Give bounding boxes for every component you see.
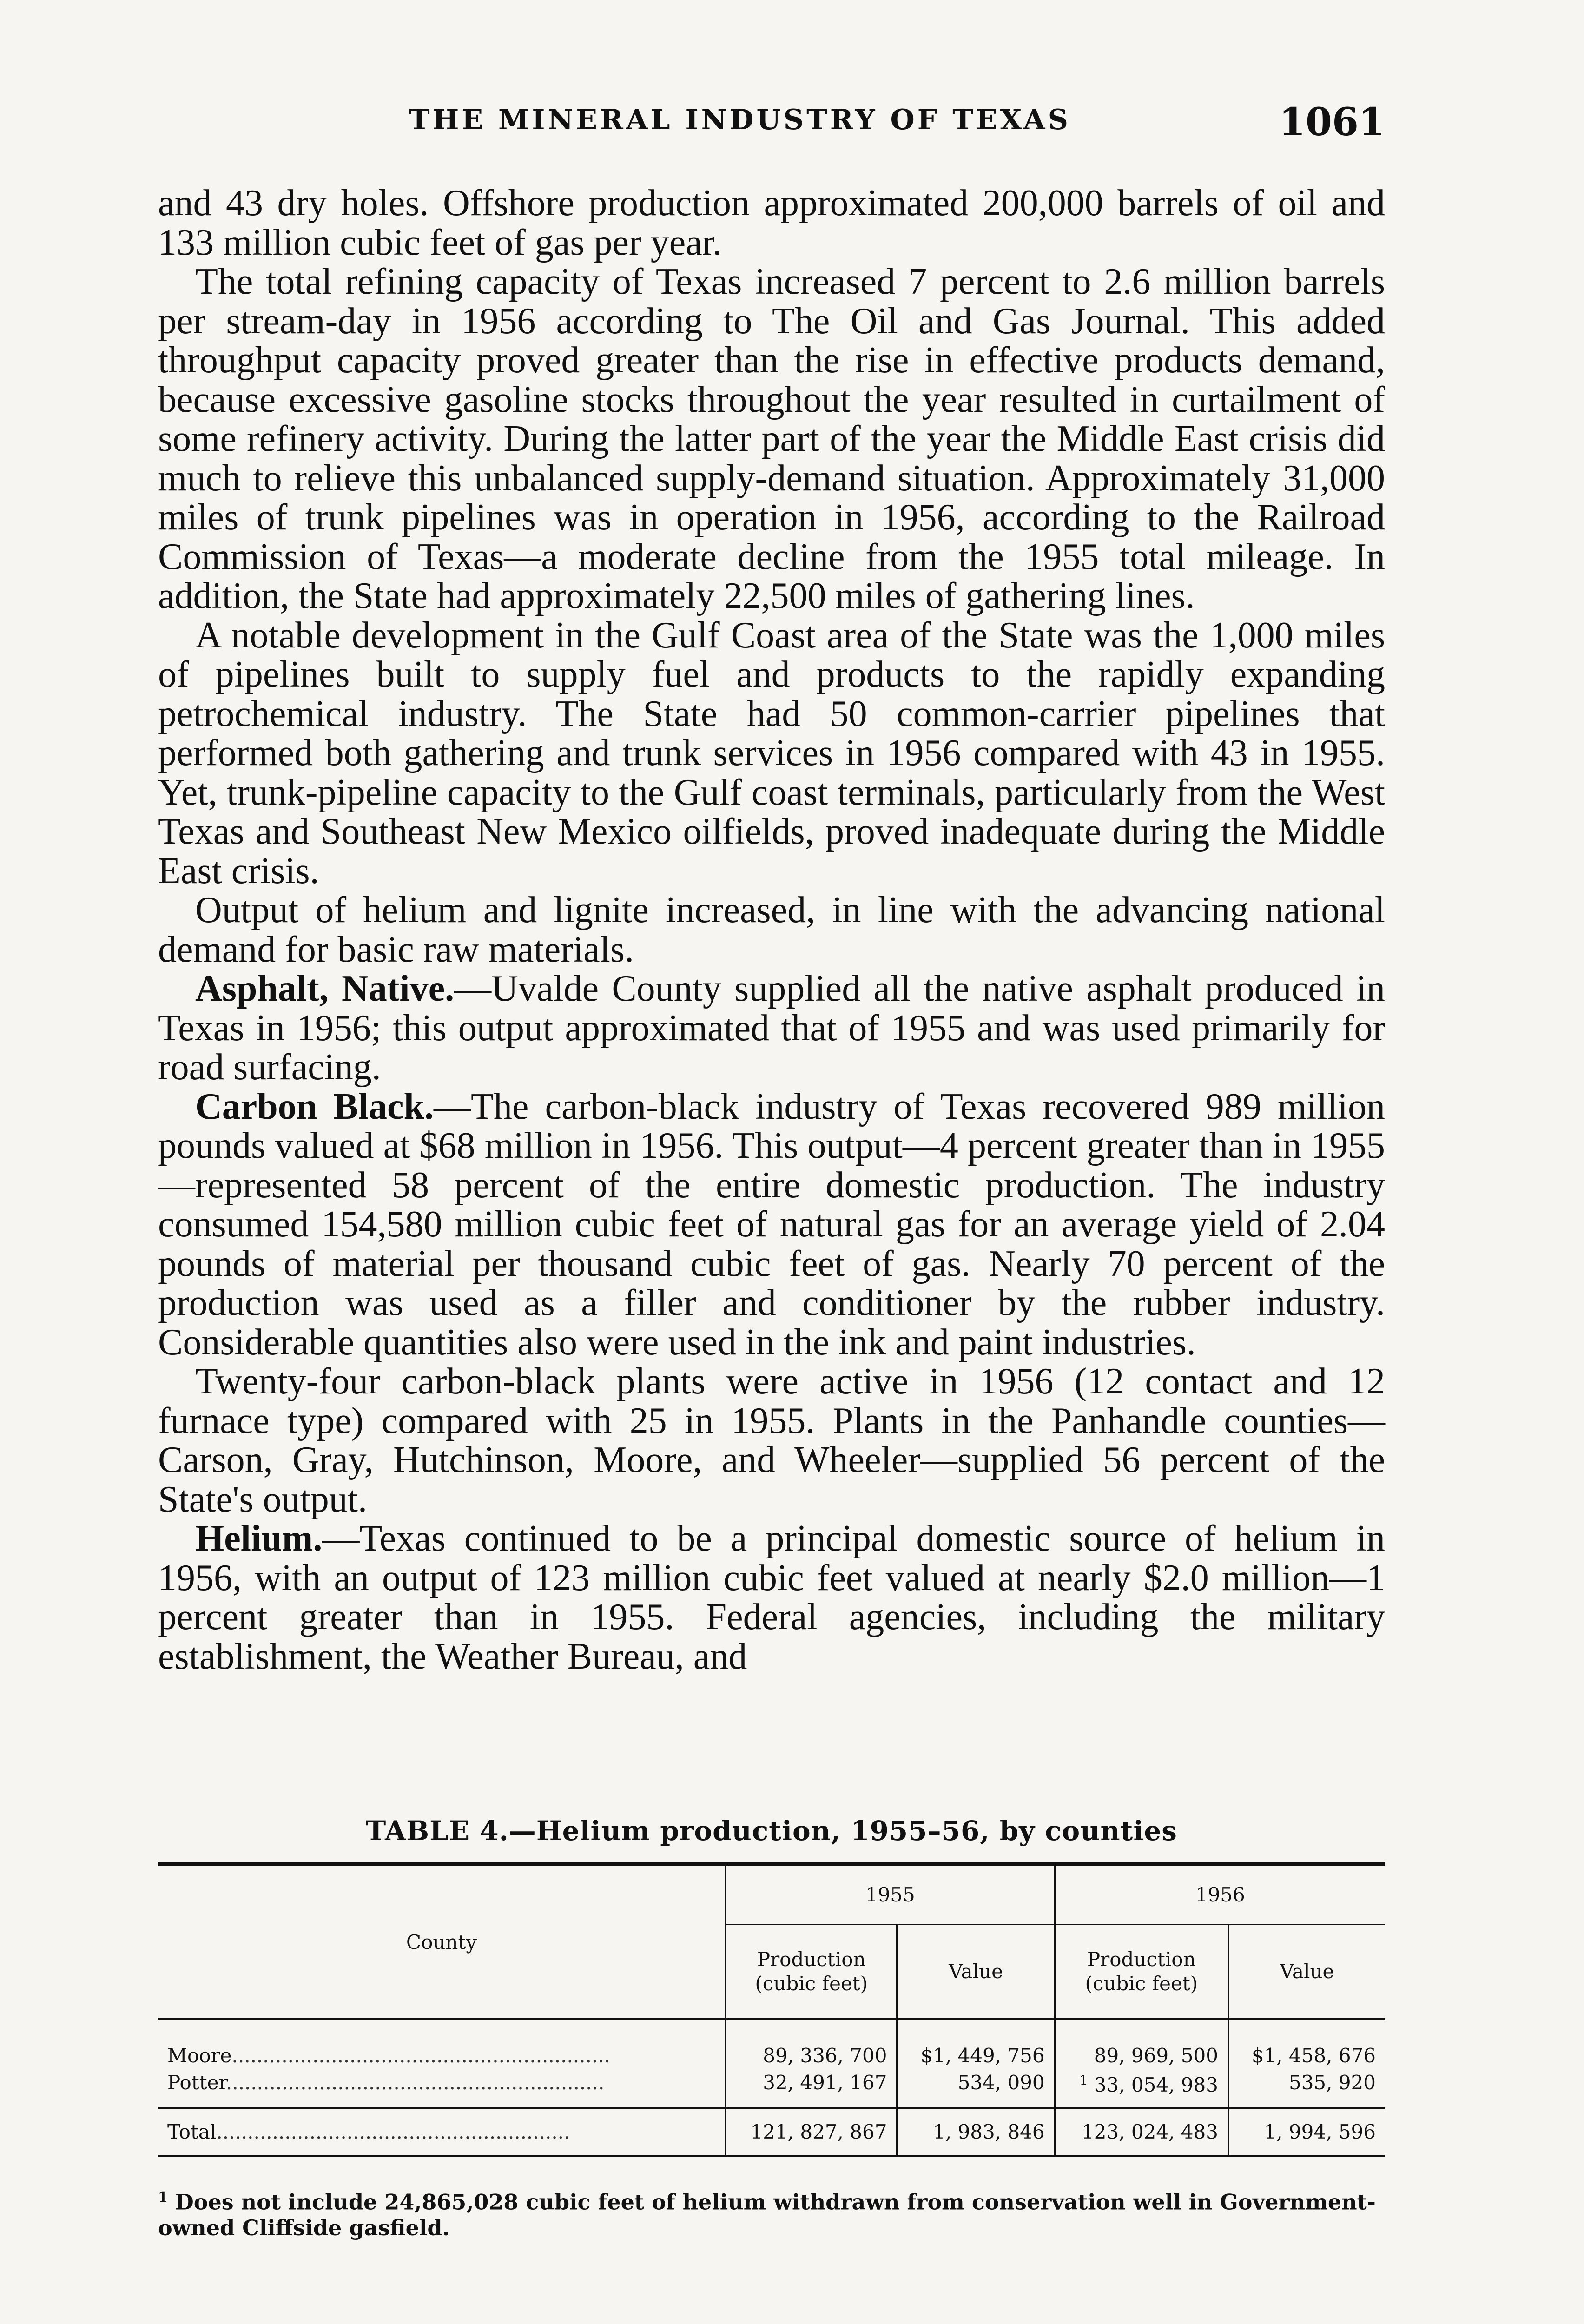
page-number: 1061 xyxy=(1279,100,1385,145)
value-1955-cell: 534, 090 xyxy=(897,2068,1055,2108)
running-head: THE MINERAL INDUSTRY OF TEXAS xyxy=(409,104,1071,136)
section-heading: Carbon Black. xyxy=(195,1086,434,1127)
county-column-header: County xyxy=(406,1930,477,1954)
value-1955-cell: $1, 449, 756 xyxy=(897,2019,1055,2069)
body-text xyxy=(158,184,1385,1676)
paragraph: and 43 dry holes. Offshore production approximated 200,000 barrels of oil and 133 million cubic feet of gas per year. xyxy=(158,183,1385,263)
table-row xyxy=(158,2068,1385,2108)
value-1956-header: Value xyxy=(1228,1925,1385,2019)
section-carbon-black xyxy=(158,1087,1385,1362)
section-heading: Asphalt, Native. xyxy=(195,968,455,1009)
production-1956-cell: 89, 969, 500 xyxy=(1055,2019,1228,2069)
section-carbon-black-plants xyxy=(158,1362,1385,1519)
year-1956-header: 1956 xyxy=(1055,1866,1385,1925)
footnote-marker: 1 xyxy=(1079,2073,1088,2088)
paragraph: A notable development in the Gulf Coast area of the State was the 1,000 miles of pipelines built to supply fuel and products to the rapidly expanding petrochemical industry. The State had 50 common-carrier pipelines that performed both gathering and trunk services in 1956 compared with 43 in 1955. Yet, trunk-pipeline capacity to the Gulf coast terminals, particularly from the West Texas and Southeast New Mexico oilfields, proved inadequate during the Middle East crisis. xyxy=(158,614,1385,891)
production-1956-header: Production (cubic feet) xyxy=(1055,1925,1228,2019)
value-1955-header: Value xyxy=(897,1925,1055,2019)
table-footnote xyxy=(158,2185,1385,2241)
section-text: Twenty-four carbon-black plants were active in 1956 (12 contact and 12 furnace type) compared with 25 in 1955. Plants in the Panhandle counties—Carson, Gray, Hutchinson, Moore, and Wheeler—supplied 56 percent of the State's output. xyxy=(158,1361,1385,1520)
section-helium xyxy=(158,1519,1385,1676)
page-header xyxy=(158,100,1385,151)
paragraph: Output of helium and lignite increased, in line with the advancing national demand for basic raw materials. xyxy=(158,890,1385,970)
section-text: —Texas continued to be a principal domestic source of helium in 1956, with an output of 123 million cubic feet valued at nearly $2.0 million—1 percent greater than in 1955. Federal agencies, including the military establishment, the Weather Bureau, and xyxy=(158,1518,1385,1677)
county-cell: Moore............................................................. xyxy=(167,2044,610,2067)
section-asphalt xyxy=(158,969,1385,1087)
value-1956-cell: 535, 920 xyxy=(1228,2068,1385,2108)
section-heading: Helium. xyxy=(195,1518,323,1559)
production-1956-cell: $^1$ 33, 054, 983 xyxy=(1055,2068,1228,2108)
table-title: TABLE 4.—Helium production, 1955–56, by counties xyxy=(366,1815,1177,1847)
helium-table xyxy=(158,1862,1385,2157)
footnote-text: Does not include 24,865,028 cubic feet of helium withdrawn from conservation well in Government-owned Cliffside gasfield. xyxy=(158,2189,1376,2241)
total-value-1955: 1, 983, 846 xyxy=(897,2108,1055,2156)
table-total-row xyxy=(158,2108,1385,2156)
footnote-marker: 1 xyxy=(158,2189,168,2205)
year-1955-header: 1955 xyxy=(726,1866,1055,1925)
production-1955-cell: 89, 336, 700 xyxy=(726,2019,897,2069)
total-value-1956: 1, 994, 596 xyxy=(1228,2108,1385,2156)
value-1956-cell: $1, 458, 676 xyxy=(1228,2019,1385,2069)
production-1955-header: Production (cubic feet) xyxy=(726,1925,897,2019)
total-production-1955: 121, 827, 867 xyxy=(726,2108,897,2156)
section-text: —The carbon-black industry of Texas recovered 989 million pounds valued at $68 million in 1956. This output—4 percent greater than in 1955—represented 58 percent of the entire domestic production. The industry consumed 154,580 million cubic feet of natural gas for an average yield of 2.04 pounds of material per thousand cubic feet of gas. Nearly 70 percent of the production was used as a filler and conditioner by the rubber industry. Considerable quantities also were used in the ink and paint industries. xyxy=(158,1086,1385,1363)
total-production-1956: 123, 024, 483 xyxy=(1055,2108,1228,2156)
production-1955-cell: 32, 491, 167 xyxy=(726,2068,897,2108)
section-text: —Uvalde County supplied all the native asphalt produced in Texas in 1956; this output approximated that of 1955 and was used primarily for road surfacing. xyxy=(158,968,1386,1088)
total-label: Total......................................................... xyxy=(158,2108,726,2156)
paragraph: The total refining capacity of Texas increased 7 percent to 2.6 million barrels per stream-day in 1956 according to The Oil and Gas Journal. This added throughput capacity proved greater than the rise in effective products demand, because excessive gasoline stocks throughout the year resulted in curtailment of some refinery activity. During the latter part of the year the Middle East crisis did much to relieve this unbalanced supply-demand situation. Approximately 31,000 miles of trunk pipelines was in operation in 1956, according to the Railroad Commission of Texas—a moderate decline from the 1955 total mileage. In addition, the State had approximately 22,500 miles of gathering lines. xyxy=(158,261,1385,616)
county-cell: Potter............................................................. xyxy=(167,2071,605,2094)
table-row xyxy=(158,2019,1385,2069)
